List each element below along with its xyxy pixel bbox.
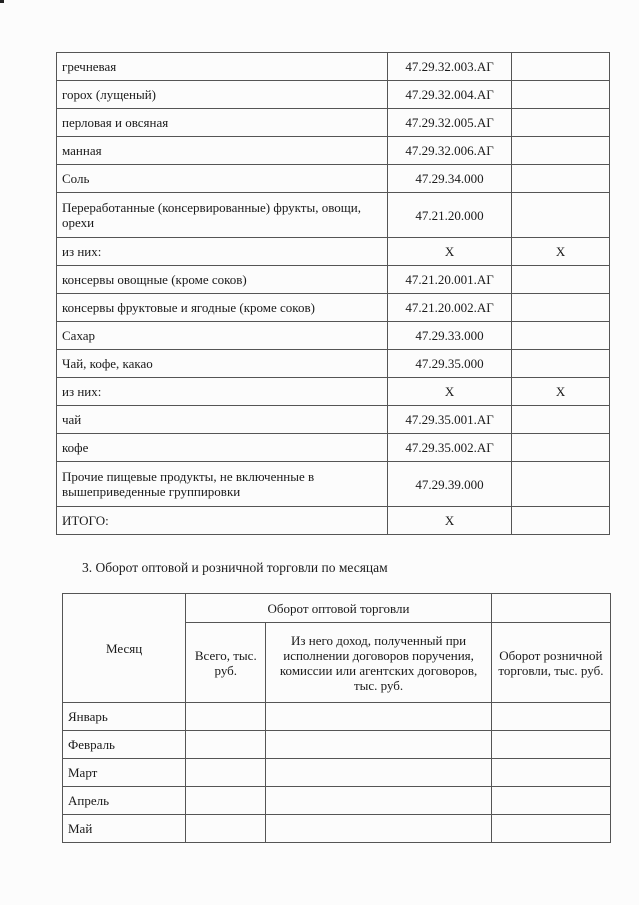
income-cell xyxy=(266,731,491,759)
total-header: Всего, тыс. руб. xyxy=(186,623,266,703)
table-row xyxy=(57,193,610,238)
header-row xyxy=(63,594,611,623)
retail-cell xyxy=(491,787,610,815)
income-cell xyxy=(266,759,491,787)
total-cell xyxy=(186,787,266,815)
product-name-cell: Сахар xyxy=(57,322,388,350)
product-name-cell: Переработанные (консервированные) фрукты, овощи, орехи xyxy=(57,193,388,238)
value-cell xyxy=(512,507,610,535)
table-row xyxy=(57,81,610,109)
total-cell xyxy=(186,759,266,787)
table-row xyxy=(57,462,610,507)
retail-cell xyxy=(491,703,610,731)
product-code-cell: Х xyxy=(387,378,511,406)
product-name-cell: манная xyxy=(57,137,388,165)
value-cell xyxy=(512,81,610,109)
retail-cell xyxy=(491,731,610,759)
product-name-cell: кофе xyxy=(57,434,388,462)
table-row xyxy=(57,322,610,350)
retail-header: Оборот розничной торговли, тыс. руб. xyxy=(491,623,610,703)
retail-cell xyxy=(491,759,610,787)
table-row xyxy=(57,165,610,193)
value-cell xyxy=(512,266,610,294)
product-name-cell: горох (лущеный) xyxy=(57,81,388,109)
product-name-cell: чай xyxy=(57,406,388,434)
value-cell xyxy=(512,434,610,462)
value-cell xyxy=(512,294,610,322)
product-code-cell: 47.29.33.000 xyxy=(387,322,511,350)
product-code-cell: 47.21.20.002.АГ xyxy=(387,294,511,322)
section-title: 3. Оборот оптовой и розничной торговли по месяцам xyxy=(82,560,388,575)
product-code-cell: 47.29.32.003.АГ xyxy=(387,53,511,81)
table-row xyxy=(57,238,610,266)
income-header: Из него доход, полученный при исполнении договоров поручения, комиссии или агентских договоров, тыс. руб. xyxy=(266,623,491,703)
table-row xyxy=(57,350,610,378)
product-name-cell: из них: xyxy=(57,378,388,406)
value-cell xyxy=(512,193,610,238)
blank-header-cell xyxy=(491,594,610,623)
month-cell: Февраль xyxy=(63,731,186,759)
product-code-cell: 47.29.39.000 xyxy=(387,462,511,507)
table-row xyxy=(57,109,610,137)
table-row xyxy=(63,759,611,787)
product-name-cell: ИТОГО: xyxy=(57,507,388,535)
monthly-turnover-table xyxy=(62,593,611,843)
income-cell xyxy=(266,787,491,815)
wholesale-header: Оборот оптовой торговли xyxy=(186,594,492,623)
product-code-cell: 47.29.35.001.АГ xyxy=(387,406,511,434)
table-row xyxy=(57,266,610,294)
table-row xyxy=(57,378,610,406)
income-cell xyxy=(266,815,491,843)
value-cell: Х xyxy=(512,378,610,406)
table-row xyxy=(63,703,611,731)
scan-corner-mark xyxy=(0,0,4,3)
product-code-cell: 47.29.32.005.АГ xyxy=(387,109,511,137)
table-row xyxy=(63,815,611,843)
product-name-cell: из них: xyxy=(57,238,388,266)
value-cell xyxy=(512,350,610,378)
table-row xyxy=(57,434,610,462)
product-code-cell: 47.21.20.001.АГ xyxy=(387,266,511,294)
total-cell xyxy=(186,731,266,759)
product-name-cell: Прочие пищевые продукты, не включенные в вышеприведенные группировки xyxy=(57,462,388,507)
table-row xyxy=(57,53,610,81)
product-name-cell: консервы овощные (кроме соков) xyxy=(57,266,388,294)
value-cell xyxy=(512,109,610,137)
month-cell: Май xyxy=(63,815,186,843)
value-cell xyxy=(512,462,610,507)
product-name-cell: перловая и овсяная xyxy=(57,109,388,137)
month-header: Месяц xyxy=(63,594,186,703)
product-name-cell: Соль xyxy=(57,165,388,193)
value-cell xyxy=(512,322,610,350)
value-cell xyxy=(512,53,610,81)
product-code-cell: 47.21.20.000 xyxy=(387,193,511,238)
table-row xyxy=(57,406,610,434)
product-code-cell: 47.29.34.000 xyxy=(387,165,511,193)
product-name-cell: Чай, кофе, какао xyxy=(57,350,388,378)
total-cell xyxy=(186,703,266,731)
table-row xyxy=(63,731,611,759)
value-cell: Х xyxy=(512,238,610,266)
product-code-cell: 47.29.35.002.АГ xyxy=(387,434,511,462)
table-row xyxy=(57,137,610,165)
month-cell: Апрель xyxy=(63,787,186,815)
income-cell xyxy=(266,703,491,731)
retail-cell xyxy=(491,815,610,843)
product-code-cell: Х xyxy=(387,507,511,535)
product-code-cell: 47.29.32.006.АГ xyxy=(387,137,511,165)
table-row xyxy=(63,787,611,815)
month-cell: Январь xyxy=(63,703,186,731)
table-row xyxy=(57,294,610,322)
product-codes-table xyxy=(56,52,610,535)
product-name-cell: консервы фруктовые и ягодные (кроме соков) xyxy=(57,294,388,322)
month-cell: Март xyxy=(63,759,186,787)
product-code-cell: Х xyxy=(387,238,511,266)
value-cell xyxy=(512,137,610,165)
total-cell xyxy=(186,815,266,843)
product-code-cell: 47.29.32.004.АГ xyxy=(387,81,511,109)
product-name-cell: гречневая xyxy=(57,53,388,81)
product-code-cell: 47.29.35.000 xyxy=(387,350,511,378)
table-row xyxy=(57,507,610,535)
value-cell xyxy=(512,165,610,193)
value-cell xyxy=(512,406,610,434)
